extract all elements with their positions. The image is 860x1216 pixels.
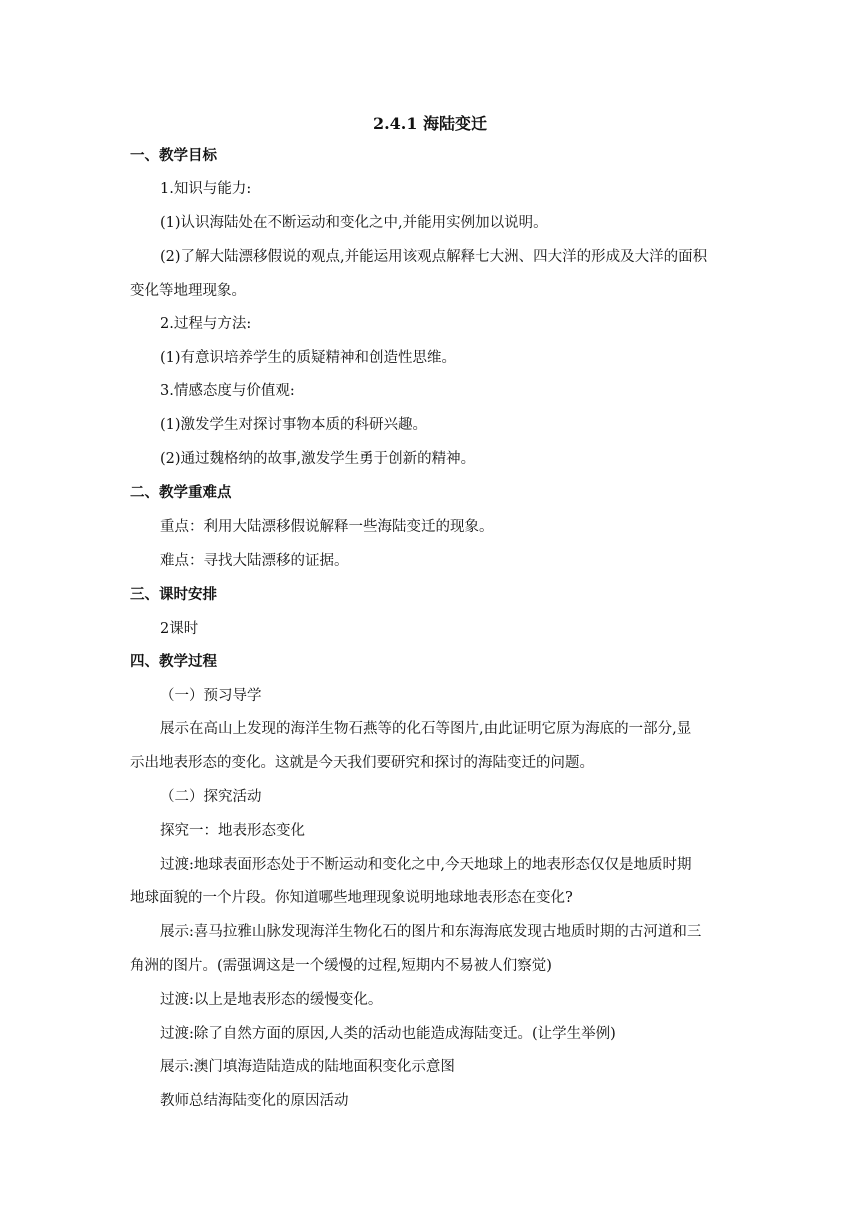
- paragraph: (2)了解大陆漂移假说的观点,并能运用该观点解释七大洲、四大洋的形成及大洋的面积: [160, 249, 708, 265]
- document-title: 2.4.1 海陆变迁: [372, 114, 488, 133]
- paragraph: (1)认识海陆处在不断运动和变化之中,并能用实例加以说明。: [160, 215, 548, 231]
- section-heading: 二、教学重难点: [130, 485, 232, 501]
- paragraph: 展示:喜马拉雅山脉发现海洋生物化石的图片和东海海底发现古地质时期的古河道和三: [160, 924, 702, 940]
- paragraph: 展示在高山上发现的海洋生物石燕等的化石等图片,由此证明它原为海底的一部分,显: [160, 721, 692, 737]
- paragraph: 过渡:地球表面形态处于不断运动和变化之中,今天地球上的地表形态仅仅是地质时期: [160, 857, 692, 873]
- paragraph: 展示:澳门填海造陆造成的陆地面积变化示意图: [160, 1059, 455, 1075]
- subheading: 3.情感态度与价值观:: [160, 383, 295, 399]
- paragraph: 2课时: [160, 621, 199, 637]
- subheading: （二）探究活动: [160, 789, 262, 805]
- paragraph: 过渡:以上是地表形态的缓慢变化。: [160, 992, 383, 1008]
- paragraph: (2)通过魏格纳的故事,激发学生勇于创新的精神。: [160, 451, 476, 467]
- paragraph: 教师总结海陆变化的原因活动: [160, 1093, 349, 1109]
- subheading: 2.过程与方法:: [160, 316, 252, 332]
- paragraph: 角洲的图片。(需强调这是一个缓慢的过程,短期内不易被人们察觉): [130, 958, 552, 974]
- paragraph: 过渡:除了自然方面的原因,人类的活动也能造成海陆变迁。(让学生举例): [160, 1026, 616, 1042]
- section-heading: 一、教学目标: [130, 148, 217, 164]
- paragraph: 示出地表形态的变化。这就是今天我们要研究和探讨的海陆变迁的问题。: [130, 755, 594, 771]
- paragraph: (1)有意识培养学生的质疑精神和创造性思维。: [160, 350, 457, 366]
- paragraph: 变化等地理现象。: [130, 283, 246, 299]
- paragraph: 地球面貌的一个片段。你知道哪些地理现象说明地球地表形态在变化?: [130, 890, 573, 906]
- paragraph: 难点：寻找大陆漂移的证据。: [160, 553, 349, 569]
- subheading: （一）预习导学: [160, 688, 262, 704]
- subheading: 1.知识与能力:: [160, 181, 252, 197]
- paragraph: 探究一：地表形态变化: [160, 823, 305, 839]
- section-heading: 四、教学过程: [130, 654, 217, 670]
- paragraph: (1)激发学生对探讨事物本质的科研兴趣。: [160, 417, 428, 433]
- section-heading: 三、课时安排: [130, 587, 217, 603]
- paragraph: 重点：利用大陆漂移假说解释一些海陆变迁的现象。: [160, 519, 494, 535]
